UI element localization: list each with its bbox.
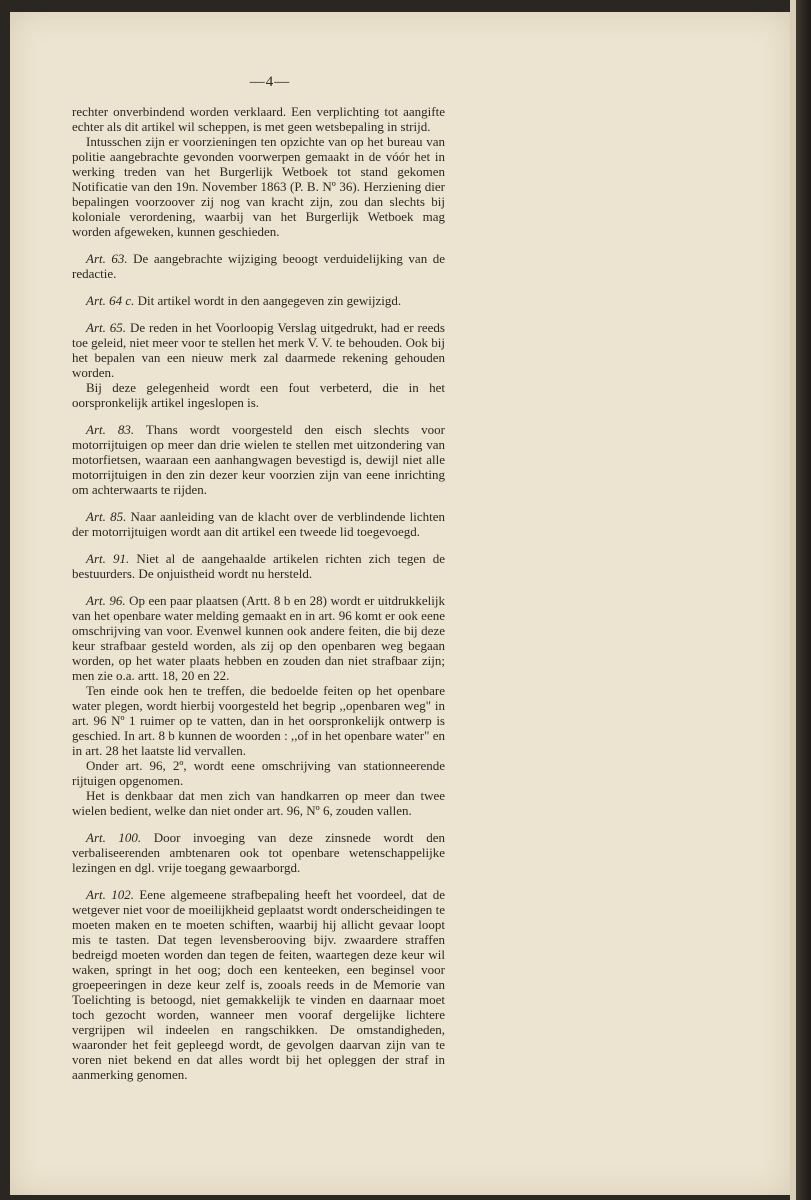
paragraph-text: Thans wordt voorgesteld den eisch slechts voor motorrijtuigen op meer dan drie wielen te stellen met uitzondering van motorfietsen, waaraan een aanhangwagen bevestigd is, dewijl niet alle motorrijtuigen in den zin dezer keur voorzien zijn van eene inrichting om achterwaarts te rijden. [72,422,446,497]
article-reference: Art. 65. [86,320,127,335]
article-reference: Art. 83. [86,422,135,437]
article-reference: Art. 100. [86,830,142,845]
paragraph [72,683,445,758]
paragraph-text: Dit artikel wordt in den aangegeven zin gewijzigd. [137,293,402,308]
paragraph-text: Het is denkbaar dat men zich van handkarren op meer dan twee wielen bedient, welke dan niet onder art. 96, Nº 6, zouden vallen. [72,788,445,818]
paragraph-text: Onder art. 96, 2º, wordt eene omschrijving van stationneerende rijtuigen opgenomen. [72,758,445,788]
paragraph [72,758,445,788]
paragraph [72,293,445,308]
paragraph-text: De reden in het Voorloopig Verslag uitgedrukt, had er reeds toe geleid, niet meer voor te stellen het merk V. V. te behouden. Ook bij het bepalen van een nieuw merk zal daarmede rekening gehouden worden. [72,320,445,380]
article-reference: Art. 64 c. [86,293,135,308]
section-gap [72,281,445,293]
paragraph-text: Naar aanleiding van de klacht over de verblindende lichten der motorrijtuigen wordt aan dit artikel een tweede lid toegevoegd. [72,509,445,539]
section [72,251,445,281]
paragraph [72,509,445,539]
section [72,509,445,539]
paragraph [72,380,445,410]
paragraph-text: Ten einde ook hen te treffen, die bedoelde feiten op het openbare water plegen, wordt hierbij voorgesteld het begrip ,,openbaren weg" in art. 96 Nº 1 ruimer op te vatten, dan in het oorspronkelijk ontwerp is geschied. In art. 8 b kunnen de woorden : ,,of in het openbare water" en in art. 28 het laatste lid vervallen. [72,683,445,758]
section [72,104,445,239]
paragraph-text: rechter onverbindend worden verklaard. Een verplichting tot aangifte echter als dit artikel wil scheppen, is met geen wetsbepaling in strijd. [72,104,445,134]
section [72,551,445,581]
section-gap [72,308,445,320]
paragraph [72,830,445,875]
paragraph [72,104,445,134]
paragraph [72,788,445,818]
paragraph-text: Door invoeging van deze zinsnede wordt den verbaliseerenden ambtenaren ook tot openbare wetenschappelijke lezingen en dgl. vrije toegang gewaarborgd. [72,830,445,875]
section-gap [72,581,445,593]
paragraph-text: Intusschen zijn er voorzieningen ten opzichte van op het bureau van politie aangebrachte gevonden voorwerpen gemaakt in de vóór het in werking treden van het Burgerlijk Wetboek tot stand gekomen Notificatie van den 19n. November 1863 (P. B. Nº 36). Herziening dier bepalingen voorzoover zij nog van kracht zijn, zou dan slechts bij koloniale verordening, waarbij van het Burgerlijk Wetboek mag worden afgeweken, kunnen geschieden. [72,134,445,239]
paragraph [72,551,445,581]
page-edge [790,0,796,1200]
section [72,593,445,818]
section-gap [72,818,445,830]
paragraph-text: Bij deze gelegenheid wordt een fout verbeterd, die in het oorspronkelijk artikel ingeslopen is. [72,380,445,410]
section-gap [72,875,445,887]
paragraph [72,134,445,239]
section-gap [72,239,445,251]
paragraph [72,593,445,683]
article-reference: Art. 85. [86,509,127,524]
paragraph [72,251,445,281]
section [72,830,445,875]
paragraph [72,320,445,380]
section-gap [72,497,445,509]
section-gap [72,539,445,551]
section [72,293,445,308]
document-body [72,104,445,1082]
paragraph-text: Op een paar plaatsen (Artt. 8 b en 28) wordt er uitdrukkelijk van het openbare water melding gemaakt en in art. 96 komt er ook eene omschrijving van voor. Evenwel kunnen ook andere feiten, die bij deze keur strafbaar gesteld worden, als zij op den openbaren weg begaan worden, op het water plaats hebben en zouden dan niet strafbaar zijn; men zie o.a. artt. 18, 20 en 22. [72,593,445,683]
article-reference: Art. 102. [86,887,134,902]
paragraph [72,422,445,497]
section [72,422,445,497]
page-number: —4— [249,74,291,90]
article-reference: Art. 63. [86,251,128,266]
paragraph-text: Niet al de aangehaalde artikelen richten zich tegen de bestuurders. De onjuistheid wordt nu hersteld. [72,551,445,581]
paragraph-text: De aangebrachte wijziging beoogt verduidelijking van de redactie. [72,251,445,281]
paragraph [72,887,445,1082]
paragraph-text: Eene algemeene strafbepaling heeft het voordeel, dat de wetgever niet voor de moeilijkheid geplaatst wordt onderscheidingen te moeten maken en te moeten schiften, waarbij hij allicht gevaar loopt mis te tasten. Dat tegen levensberooving bijv. zwaardere straffen bedreigd moeten worden dan tegen de feiten, waartegen deze keur wil waken, springt in het oog; doch een kenteeken, een beginsel voor groepeeringen in deze keur zelf is, zooals reeds in de Memorie van Toelichting is betoogd, niet gemakkelijk te vinden en daarnaar moet toch gezocht worden, wanneer men vooraf dergelijke lichtere vergrijpen wil indeelen en rangschikken. De omstandigheden, waaronder het feit gepleegd wordt, de gevolgen daarvan zijn van te voren niet bekend en dat alles wordt bij het opleggen der straf in aanmerking genomen. [72,887,445,1082]
document-page [10,12,790,1195]
section [72,320,445,410]
section-gap [72,410,445,422]
article-reference: Art. 96. [86,593,126,608]
section [72,887,445,1082]
article-reference: Art. 91. [86,551,130,566]
